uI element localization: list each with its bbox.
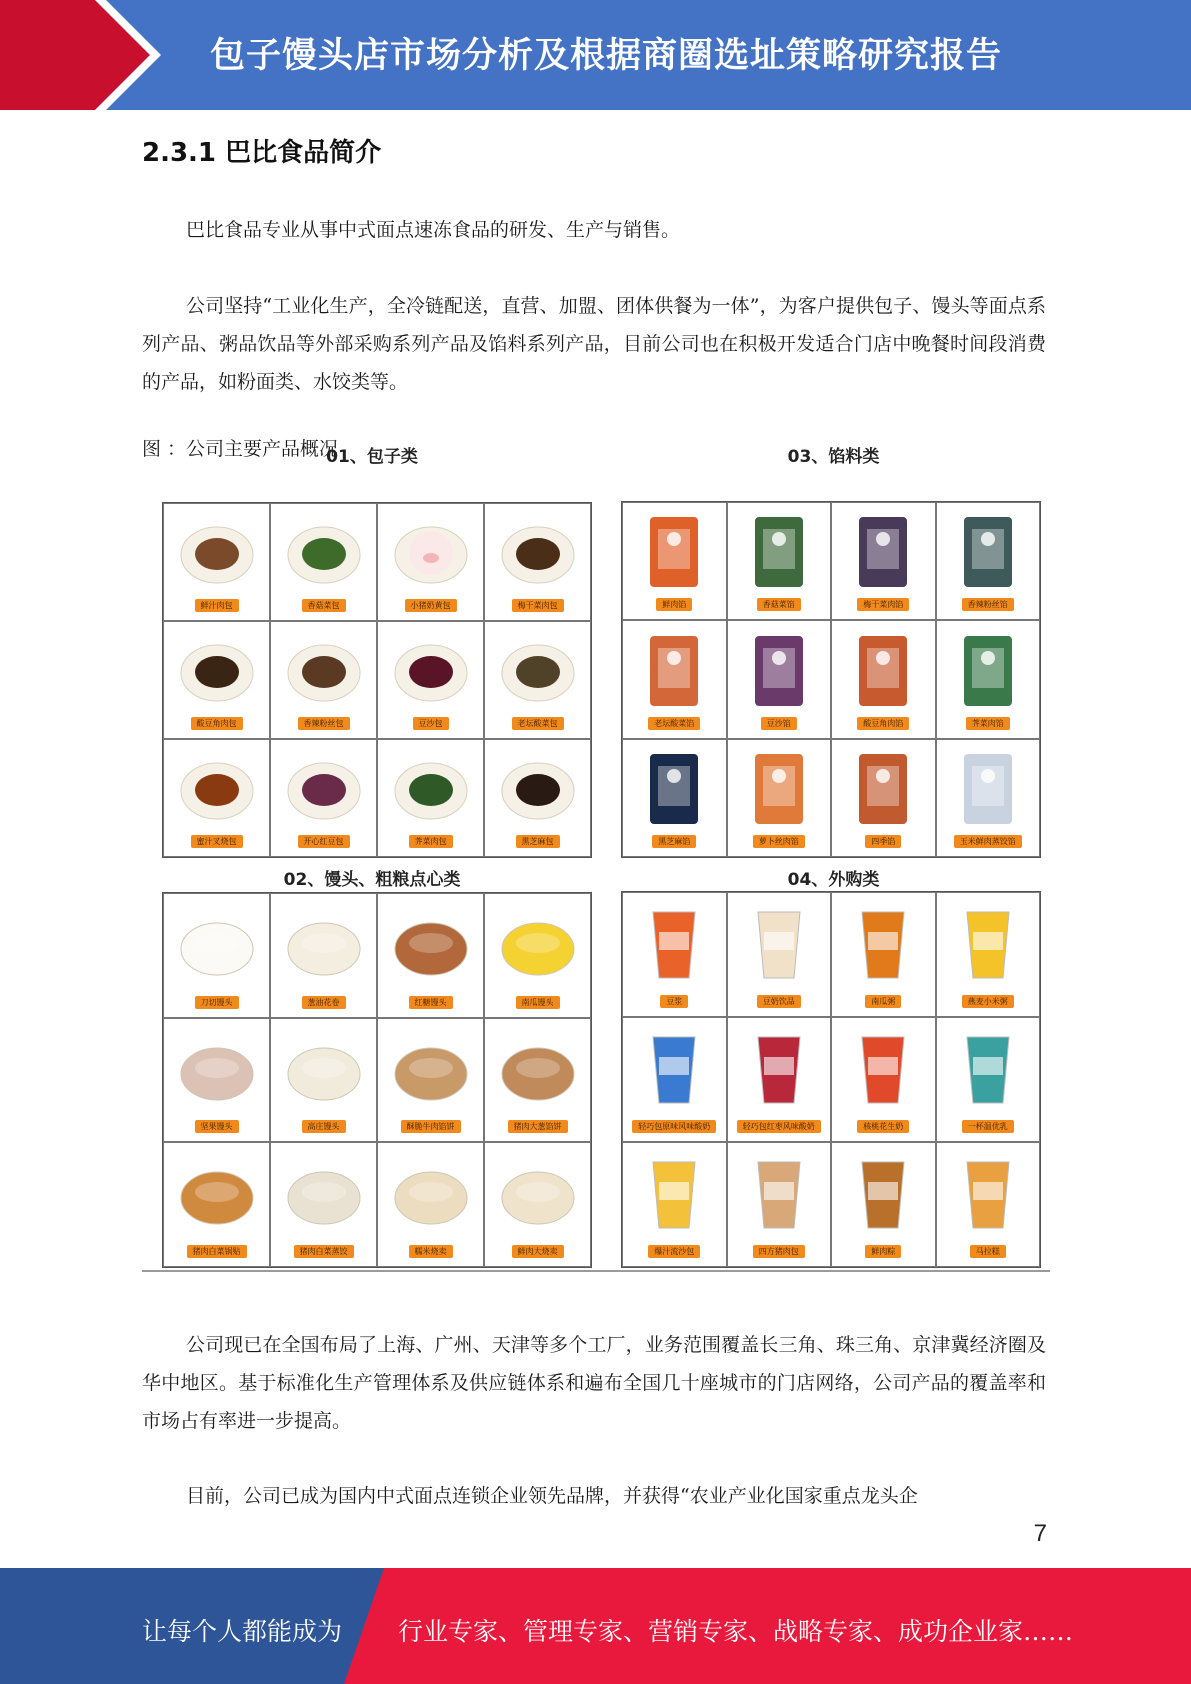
product-cell	[163, 1142, 270, 1267]
product-image	[499, 520, 577, 590]
product-label: 蜜汁叉烧包	[191, 835, 243, 848]
product-label: 刀切馒头	[195, 996, 239, 1009]
product-cell	[622, 620, 727, 738]
product-image	[178, 638, 256, 708]
product-label: 萝卜丝肉馅	[753, 835, 805, 848]
panel-purchased	[617, 862, 1050, 1271]
product-cell	[270, 739, 377, 857]
product-image	[284, 1038, 364, 1108]
product-label: 豆奶饮品	[757, 995, 801, 1008]
product-cell	[484, 503, 591, 621]
product-label: 玉米鲜肉蒸饺馅	[954, 835, 1022, 848]
product-label: 梅干菜肉包	[512, 599, 564, 612]
footer-slogan-list: 行业专家、管理专家、营销专家、战略专家、成功企业家……	[398, 1617, 1074, 1646]
product-image	[958, 632, 1018, 714]
product-cell	[270, 621, 377, 739]
panel-fillings	[617, 447, 1050, 861]
product-label: 香菇菜包	[302, 599, 346, 612]
product-label: 猪肉大葱馅饼	[508, 1120, 568, 1133]
product-cell	[270, 893, 377, 1018]
product-label: 猪肉白菜锅贴	[187, 1245, 247, 1258]
product-label: 坚果馒头	[195, 1120, 239, 1133]
product-image	[853, 750, 913, 832]
product-label: 老坛酸菜包	[512, 717, 564, 730]
product-cell	[831, 620, 936, 738]
product-image	[285, 756, 363, 826]
product-cell	[377, 1142, 484, 1267]
product-cell	[727, 892, 832, 1017]
product-label: 豆沙包	[413, 717, 449, 730]
paragraph-brand: 目前，公司已成为国内中式面点连锁企业领先品牌，并获得“农业产业化国家重点龙头企	[186, 1485, 918, 1507]
product-image	[285, 520, 363, 590]
product-image	[391, 1038, 471, 1108]
product-label: 红糖馒头	[409, 996, 453, 1009]
product-cell	[622, 1142, 727, 1267]
product-label: 香辣粉丝馅	[962, 598, 1014, 611]
product-cell	[936, 1017, 1041, 1142]
panel-mantou	[142, 862, 602, 1271]
product-cell	[163, 893, 270, 1018]
product-image	[499, 638, 577, 708]
header-title: 包子馒头店市场分析及根据商圈选址策略研究报告	[210, 36, 1003, 76]
product-image	[853, 513, 913, 595]
product-image	[284, 1162, 364, 1232]
product-label: 鲜肉粽	[865, 1245, 901, 1258]
product-image	[958, 513, 1018, 595]
product-label: 酸豆角肉包	[191, 717, 243, 730]
product-cell	[270, 1018, 377, 1143]
product-image	[644, 632, 704, 714]
product-label: 豆浆	[660, 995, 688, 1008]
product-label: 四方猪肉包	[753, 1245, 805, 1258]
product-label: 爆汁流沙包	[648, 1245, 700, 1258]
product-cell	[727, 620, 832, 738]
product-image	[641, 1031, 707, 1113]
product-cell	[831, 1017, 936, 1142]
product-label: 一杯温优乳	[962, 1120, 1014, 1133]
product-cell	[484, 621, 591, 739]
product-cell	[831, 502, 936, 620]
product-label: 酸豆角肉馅	[857, 717, 909, 730]
product-label: 核桃花生奶	[857, 1120, 909, 1133]
product-image	[746, 1156, 812, 1238]
product-cell	[622, 892, 727, 1017]
product-cell	[377, 621, 484, 739]
product-cell	[831, 1142, 936, 1267]
product-label: 小猪奶黄包	[405, 599, 457, 612]
product-cell	[727, 1142, 832, 1267]
product-cell	[831, 739, 936, 857]
product-label: 燕麦小米粥	[962, 995, 1014, 1008]
product-label: 荠菜肉包	[409, 835, 453, 848]
product-label: 鲜肉馅	[656, 598, 692, 611]
product-label: 葱油花卷	[302, 996, 346, 1009]
product-cell	[163, 621, 270, 739]
product-label: 四季馅	[865, 835, 901, 848]
product-image	[498, 1038, 578, 1108]
product-label: 黑芝麻馅	[652, 835, 696, 848]
product-label: 轻巧包红枣风味酸奶	[737, 1120, 821, 1133]
product-label: 开心红豆包	[298, 835, 350, 848]
panel-title: 02、馒头、粗粮点心类	[283, 870, 461, 890]
page-number: 7	[1033, 1520, 1047, 1547]
product-cell	[270, 1142, 377, 1267]
product-label: 梅干菜肉馅	[857, 598, 909, 611]
product-cell	[484, 739, 591, 857]
product-cell	[163, 1018, 270, 1143]
product-cell	[622, 1017, 727, 1142]
product-label: 马拉糕	[970, 1245, 1006, 1258]
product-cell	[936, 892, 1041, 1017]
product-label: 酥脆牛肉馅饼	[401, 1120, 461, 1133]
product-image	[178, 520, 256, 590]
product-label: 南瓜馒头	[516, 996, 560, 1009]
figure-caption: 图 ：公司主要产品概况	[142, 438, 339, 460]
paragraph-factories: 公司现已在全国布局了上海、广州、天津等多个工厂，业务范围覆盖长三角、珠三角、京津冀经济圈及华中地区。基于标准化生产管理体系及供应链体系和遍布全国几十座城市的门店网络，公司产品的覆盖率和市场占有率进一步提高。	[142, 1334, 1046, 1432]
product-image	[644, 750, 704, 832]
product-image	[498, 913, 578, 983]
product-cell	[484, 1018, 591, 1143]
product-cell	[377, 893, 484, 1018]
product-image	[392, 520, 470, 590]
product-image	[850, 1156, 916, 1238]
section-title: 2.3.1 巴比食品简介	[142, 138, 382, 168]
product-label: 香菇菜馅	[757, 598, 801, 611]
product-grid	[162, 502, 592, 858]
product-image	[746, 1031, 812, 1113]
product-image	[955, 906, 1021, 988]
product-image	[392, 756, 470, 826]
paragraph-business-model: 公司坚持“工业化生产，全冷链配送，直营、加盟、团体供餐为一体”，为客户提供包子、馒头等面点系列产品、粥品饮品等外部采购系列产品及馅料系列产品，目前公司也在积极开发适合门店中晚餐时间段消费的产品，如粉面类、水饺类等。	[142, 295, 1046, 393]
product-cell	[377, 503, 484, 621]
product-cell	[377, 739, 484, 857]
product-cell	[831, 892, 936, 1017]
product-label: 豆沙馅	[761, 717, 797, 730]
product-label: 南瓜粥	[865, 995, 901, 1008]
product-grid	[621, 891, 1041, 1268]
product-image	[853, 632, 913, 714]
product-label: 香辣粉丝包	[298, 717, 350, 730]
product-cell	[377, 1018, 484, 1143]
page-footer	[0, 1568, 1191, 1684]
product-cell	[622, 739, 727, 857]
product-label: 黑芝麻包	[516, 835, 560, 848]
product-image	[177, 1162, 257, 1232]
product-cell	[936, 739, 1041, 857]
page-header	[0, 0, 1191, 110]
product-image	[285, 638, 363, 708]
product-grid	[162, 892, 592, 1268]
product-image	[391, 1162, 471, 1232]
product-cell	[484, 1142, 591, 1267]
panel-title: 03、馅料类	[787, 447, 880, 467]
product-label: 糯米烧卖	[409, 1245, 453, 1258]
product-cell	[936, 620, 1041, 738]
product-label: 高庄馒头	[302, 1120, 346, 1133]
product-image	[644, 513, 704, 595]
product-image	[641, 1156, 707, 1238]
product-label: 猪肉白菜蒸饺	[294, 1245, 354, 1258]
product-cell	[163, 503, 270, 621]
product-cell	[936, 502, 1041, 620]
product-cell	[270, 503, 377, 621]
product-image	[749, 632, 809, 714]
product-image	[284, 913, 364, 983]
product-image	[850, 906, 916, 988]
product-image	[749, 750, 809, 832]
product-image	[391, 913, 471, 983]
product-grid	[621, 501, 1041, 858]
product-label: 轻巧包原味风味酸奶	[632, 1120, 716, 1133]
product-cell	[163, 739, 270, 857]
product-image	[749, 513, 809, 595]
product-cell	[936, 1142, 1041, 1267]
product-cell	[622, 502, 727, 620]
product-image	[392, 638, 470, 708]
product-image	[955, 1156, 1021, 1238]
product-image	[178, 756, 256, 826]
product-image	[955, 1031, 1021, 1113]
panel-title: 04、外购类	[787, 870, 880, 890]
product-image	[641, 906, 707, 988]
footer-slogan-lead: 让每个人都能成为	[142, 1617, 343, 1646]
product-label: 老坛酸菜馅	[648, 717, 700, 730]
product-image	[499, 756, 577, 826]
product-label: 鲜肉大烧卖	[512, 1245, 564, 1258]
product-cell	[727, 1017, 832, 1142]
product-cell	[727, 502, 832, 620]
product-cell	[727, 739, 832, 857]
product-image	[177, 1038, 257, 1108]
product-image	[850, 1031, 916, 1113]
product-label: 鲜汁肉包	[195, 599, 239, 612]
panel-title: 01、包子类	[326, 447, 418, 467]
product-image	[177, 913, 257, 983]
paragraph-intro: 巴比食品专业从事中式面点速冻食品的研发、生产与销售。	[186, 219, 681, 241]
product-image	[498, 1162, 578, 1232]
product-cell	[484, 893, 591, 1018]
figure-bottom-rule	[142, 1270, 1050, 1272]
product-image	[958, 750, 1018, 832]
product-label: 荠菜肉馅	[966, 717, 1010, 730]
product-image	[746, 906, 812, 988]
